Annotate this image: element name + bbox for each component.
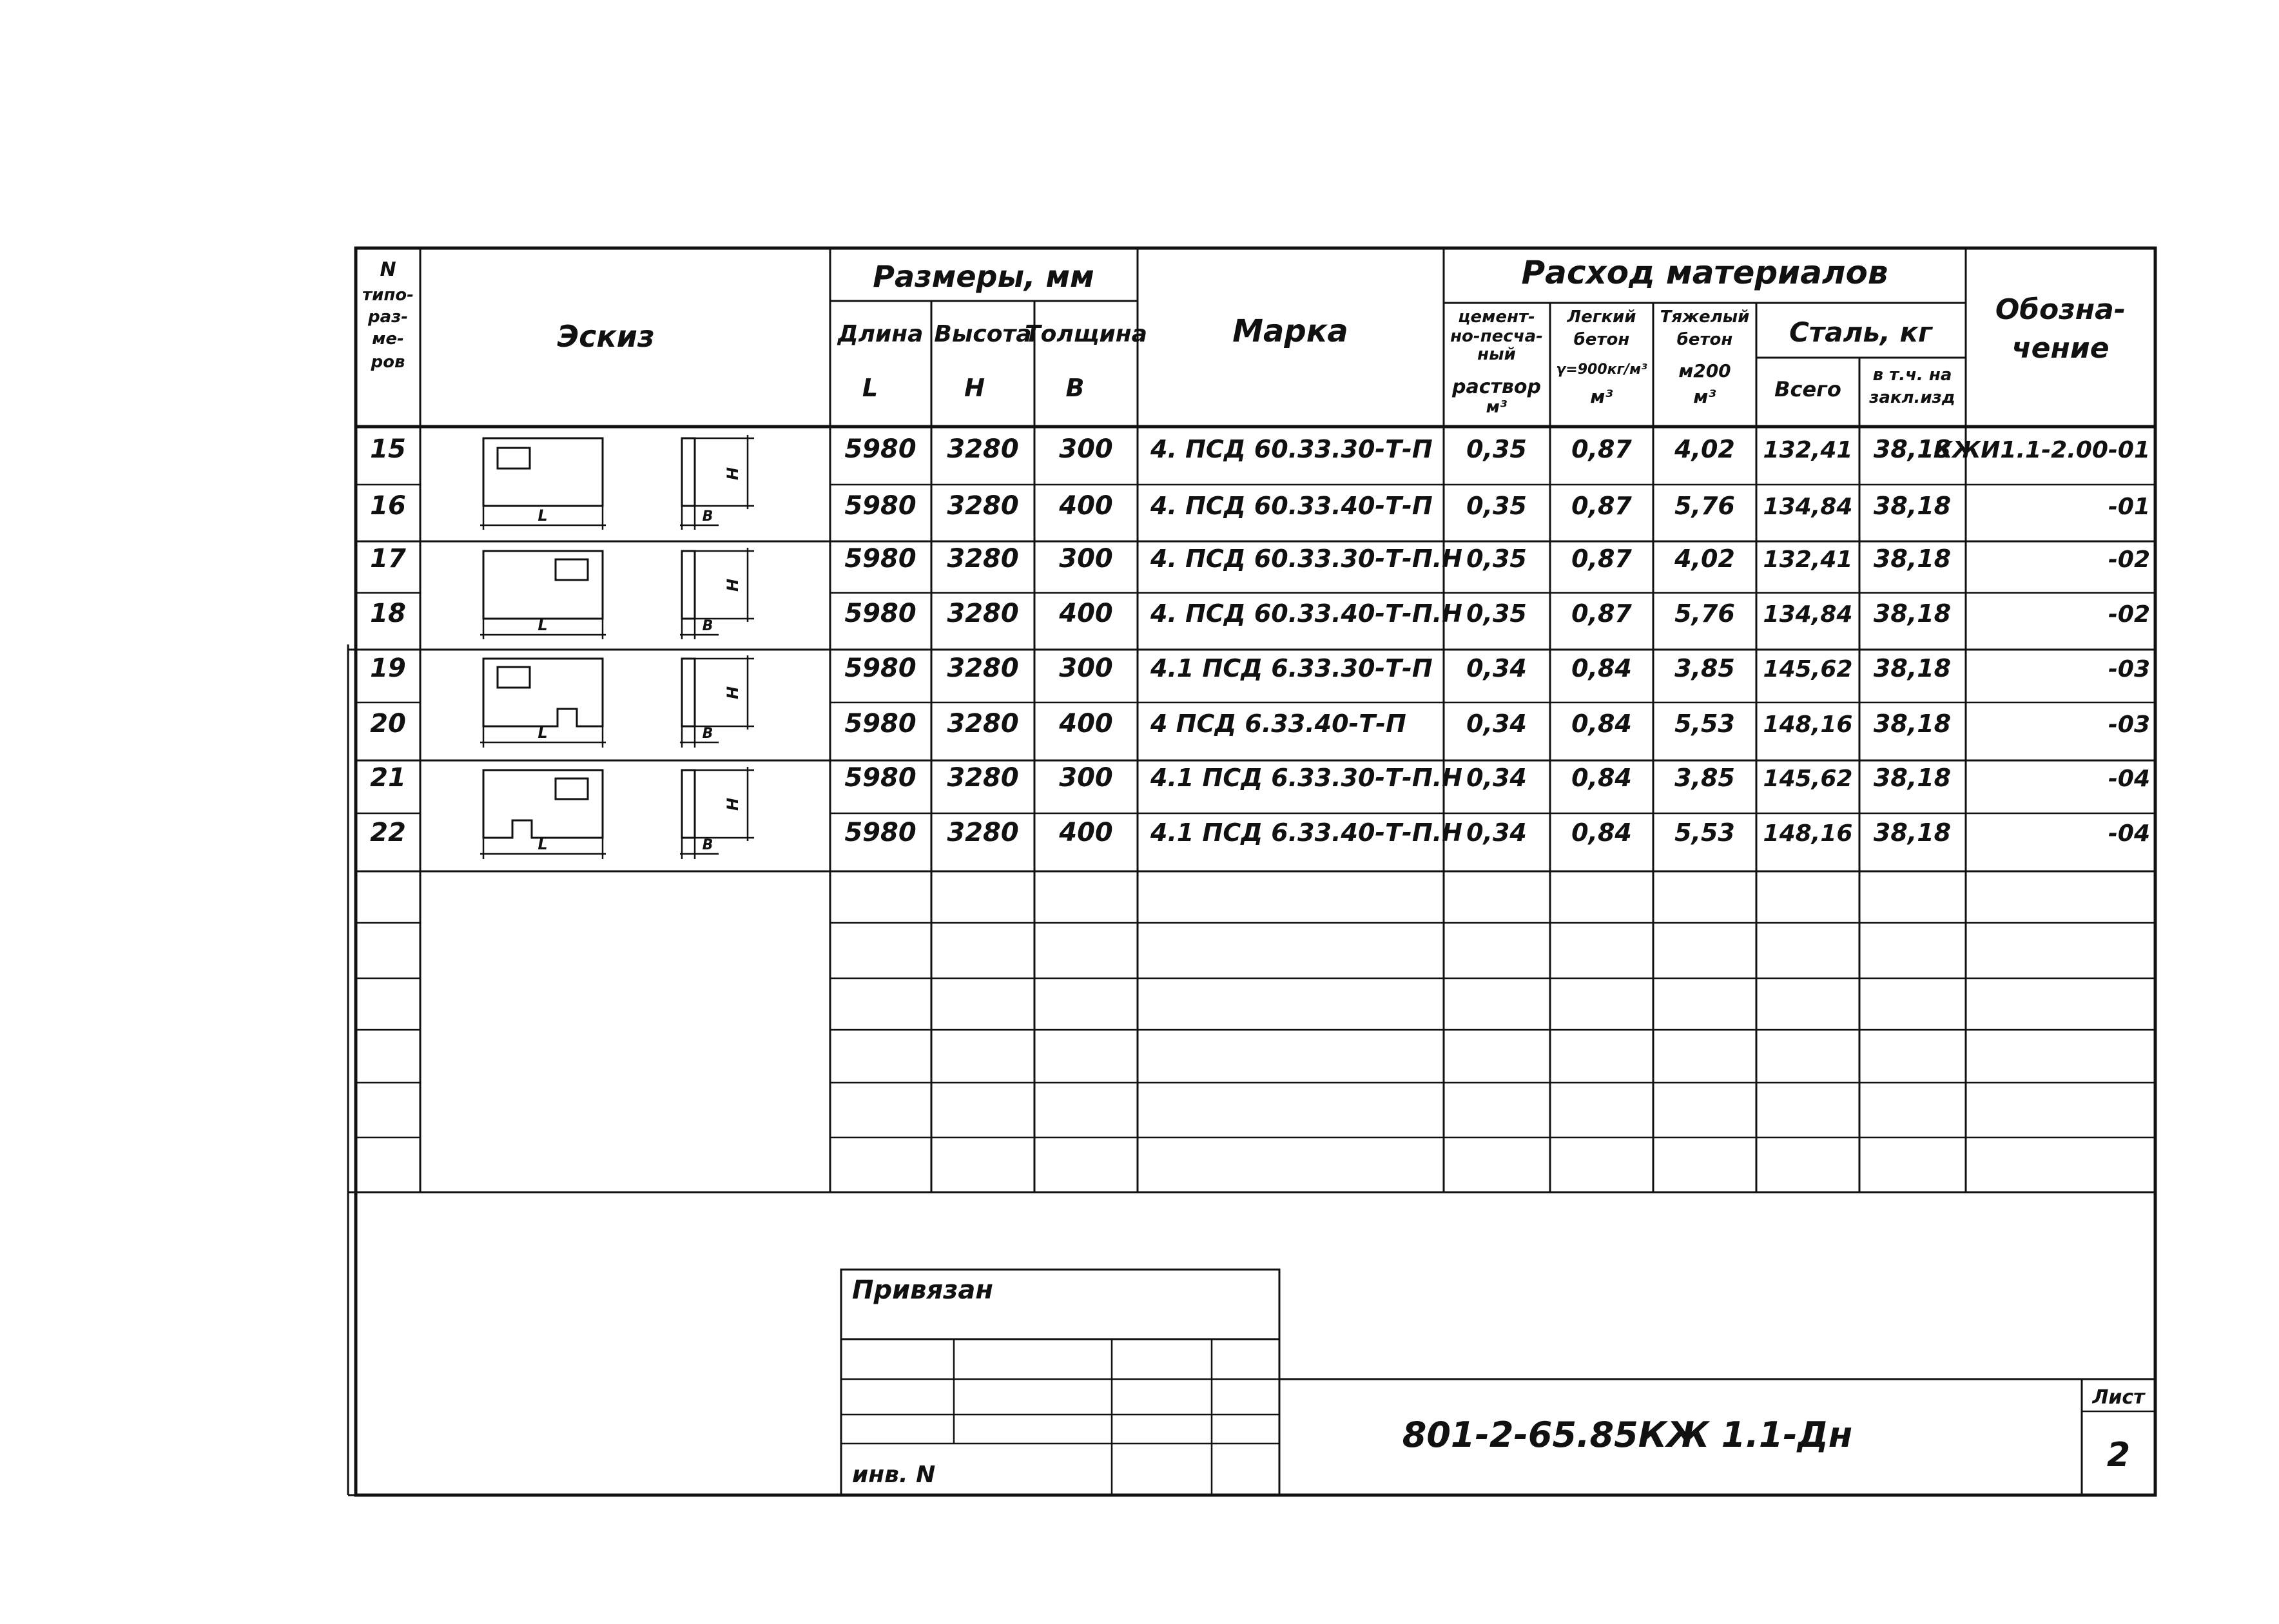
row-steel-embedded: 38,18 [1873, 818, 1952, 847]
title-block-text [852, 1275, 2146, 1488]
header-cement-3: ный [1477, 345, 1516, 364]
header-cement-4: раствор [1452, 376, 1541, 398]
header-designation-2: чение [2012, 332, 2109, 365]
row-steel-embedded: 38,18 [1873, 710, 1952, 738]
row-mark: 4. ПСД 60.33.40-Т-П [1150, 492, 1433, 520]
row-length: 5980 [844, 599, 916, 628]
row-heavy-concrete: 5,76 [1674, 599, 1735, 628]
sketch-label-L: L [538, 724, 548, 742]
row-designation: КЖИ1.1-2.00-01 [1933, 437, 2150, 463]
row-designation: -01 [2108, 494, 2150, 520]
table-body [370, 434, 2150, 847]
header-cement-2: но-песча- [1450, 327, 1543, 346]
row-number: 20 [370, 709, 406, 739]
row-light-concrete: 0,84 [1571, 818, 1632, 847]
row-length: 5980 [844, 544, 916, 574]
row-steel-embedded: 38,18 [1873, 545, 1952, 573]
row-heavy-concrete: 5,53 [1674, 710, 1735, 738]
row-light-concrete: 0,84 [1571, 710, 1632, 738]
header-total: Всего [1774, 377, 1841, 401]
header-light-2: бетон [1573, 330, 1630, 349]
table-row [370, 434, 2150, 464]
row-steel-total: 145,62 [1763, 656, 1853, 682]
row-light-concrete: 0,84 [1571, 764, 1632, 792]
row-number: 22 [370, 818, 406, 847]
row-thickness: 400 [1059, 818, 1113, 847]
row-height: 3280 [947, 709, 1019, 739]
row-steel-embedded: 38,18 [1873, 764, 1952, 792]
sketch-21-22 [480, 767, 754, 859]
row-cement: 0,35 [1466, 545, 1527, 573]
header-designation-1: Обозна- [1995, 293, 2126, 326]
row-mark: 4.1 ПСД 6.33.40-Т-П.Н [1150, 818, 1462, 847]
row-height: 3280 [947, 653, 1019, 683]
header-incl-1: в т.ч. на [1872, 365, 1952, 385]
row-designation: -02 [2108, 546, 2150, 573]
header-heavy-1: Тяжелый [1660, 307, 1750, 327]
row-number: 17 [370, 544, 406, 574]
row-cement: 0,34 [1466, 818, 1527, 847]
header-n-sub-2: раз- [367, 307, 409, 327]
document-code: 801-2-65.85КЖ 1.1-Дн [1402, 1415, 1853, 1455]
sketch-label-L: L [538, 835, 548, 853]
row-thickness: 400 [1059, 599, 1113, 628]
privyazan-label: Привязан [852, 1275, 994, 1305]
table-row [370, 709, 2150, 739]
row-number: 18 [370, 599, 406, 628]
header-cement-5: м³ [1486, 398, 1508, 417]
sheet-label: Лист [2092, 1386, 2145, 1409]
row-mark: 4.1 ПСД 6.33.30-Т-П.Н [1150, 764, 1462, 792]
row-height: 3280 [947, 599, 1019, 628]
row-steel-embedded: 38,18 [1873, 435, 1952, 463]
header-light-1: Легкий [1567, 307, 1636, 327]
row-thickness: 300 [1059, 763, 1113, 793]
header-n: N [380, 258, 396, 281]
row-thickness: 300 [1059, 544, 1113, 574]
header-length: Длина [837, 321, 924, 347]
row-steel-embedded: 38,18 [1873, 492, 1952, 520]
header-light-4: м³ [1590, 386, 1613, 407]
header-length-sym: L [862, 374, 878, 402]
row-number: 15 [370, 434, 406, 464]
row-length: 5980 [844, 434, 916, 464]
header-consumption: Расход материалов [1521, 254, 1888, 291]
row-length: 5980 [844, 763, 916, 793]
row-heavy-concrete: 5,76 [1674, 492, 1735, 520]
header-incl-2: закл.изд [1869, 388, 1955, 407]
title-block [841, 1270, 2155, 1495]
header-n-sub-4: ров [371, 353, 405, 372]
row-height: 3280 [947, 818, 1019, 847]
sketch-label-H: H [724, 797, 742, 811]
header-steel: Сталь, кг [1789, 316, 1932, 348]
row-length: 5980 [844, 818, 916, 847]
sketch-label-B: B [702, 618, 713, 634]
sketch-label-H: H [724, 578, 742, 592]
row-designation: -02 [2108, 601, 2150, 628]
row-length: 5980 [844, 653, 916, 683]
row-length: 5980 [844, 709, 916, 739]
header-sketch: Эскиз [557, 319, 655, 354]
row-light-concrete: 0,87 [1571, 435, 1632, 463]
row-number: 19 [370, 653, 406, 683]
row-designation: -03 [2108, 656, 2150, 682]
row-light-concrete: 0,87 [1571, 492, 1632, 520]
row-thickness: 400 [1059, 491, 1113, 521]
row-height: 3280 [947, 763, 1019, 793]
row-light-concrete: 0,84 [1571, 654, 1632, 682]
header-sizes: Размеры, мм [873, 259, 1094, 294]
row-heavy-concrete: 3,85 [1674, 654, 1735, 682]
header-mark: Марка [1232, 313, 1348, 349]
row-steel-total: 148,16 [1763, 820, 1853, 847]
row-steel-total: 148,16 [1763, 711, 1853, 738]
row-mark: 4. ПСД 60.33.40-Т-П.Н [1150, 599, 1462, 628]
sheet-number: 2 [2106, 1436, 2131, 1474]
table-row [370, 653, 2150, 683]
table-row [370, 599, 2150, 628]
header-height: Высота [934, 321, 1032, 347]
row-heavy-concrete: 3,85 [1674, 764, 1735, 792]
row-heavy-concrete: 4,02 [1674, 435, 1735, 463]
row-cement: 0,35 [1466, 599, 1527, 628]
sketch-label-L: L [538, 616, 548, 634]
row-number: 16 [370, 491, 406, 521]
row-steel-total: 134,84 [1763, 601, 1853, 628]
sketch-15-16 [480, 435, 754, 530]
row-number: 21 [370, 763, 406, 793]
row-thickness: 400 [1059, 709, 1113, 739]
table-row [370, 763, 2150, 793]
header-n-sub-3: ме- [372, 329, 404, 349]
sketch-label-B: B [702, 726, 713, 742]
row-heavy-concrete: 5,53 [1674, 818, 1735, 847]
row-designation: -04 [2108, 766, 2150, 792]
row-steel-embedded: 38,18 [1873, 654, 1952, 682]
header-height-sym: H [964, 374, 985, 402]
row-thickness: 300 [1059, 653, 1113, 683]
header-thickness-sym: B [1065, 374, 1085, 402]
sketch-label-L: L [538, 507, 548, 525]
inv-label: инв. N [852, 1462, 936, 1488]
row-heavy-concrete: 4,02 [1674, 545, 1735, 573]
row-height: 3280 [947, 434, 1019, 464]
row-thickness: 300 [1059, 434, 1113, 464]
header-n-sub-1: типо- [362, 285, 414, 305]
row-designation: -04 [2108, 820, 2150, 847]
sketch-label-B: B [702, 508, 713, 525]
sketch-label-H: H [724, 686, 742, 700]
header-heavy-2: бетон [1676, 330, 1733, 349]
row-designation: -03 [2108, 711, 2150, 738]
row-steel-total: 132,41 [1763, 546, 1853, 573]
row-mark: 4. ПСД 60.33.30-Т-П.Н [1150, 545, 1462, 573]
row-cement: 0,35 [1466, 435, 1527, 463]
row-steel-total: 145,62 [1763, 766, 1853, 792]
row-mark: 4. ПСД 60.33.30-Т-П [1150, 435, 1433, 463]
row-mark: 4.1 ПСД 6.33.30-Т-П [1150, 654, 1433, 682]
row-mark: 4 ПСД 6.33.40-Т-П [1150, 710, 1406, 738]
row-steel-embedded: 38,18 [1873, 599, 1952, 628]
table-row [370, 818, 2150, 847]
header-heavy-3: м200 [1678, 360, 1731, 382]
table-header [362, 254, 2126, 417]
row-height: 3280 [947, 491, 1019, 521]
header-light-3: γ=900кг/м³ [1556, 362, 1647, 378]
table-row [370, 491, 2150, 521]
sketch-17-18 [480, 548, 754, 639]
sketch-label-B: B [702, 837, 713, 853]
row-cement: 0,34 [1466, 710, 1527, 738]
header-thickness: Толщина [1025, 321, 1147, 347]
row-cement: 0,34 [1466, 764, 1527, 792]
row-steel-total: 132,41 [1763, 437, 1853, 463]
sketch-19-20 [480, 655, 754, 748]
row-steel-total: 134,84 [1763, 494, 1853, 520]
row-cement: 0,34 [1466, 654, 1527, 682]
row-light-concrete: 0,87 [1571, 545, 1632, 573]
table-row [370, 544, 2150, 574]
header-cement-1: цемент- [1458, 307, 1535, 327]
header-heavy-4: м³ [1693, 386, 1716, 407]
row-light-concrete: 0,87 [1571, 599, 1632, 628]
row-height: 3280 [947, 544, 1019, 574]
row-length: 5980 [844, 491, 916, 521]
row-cement: 0,35 [1466, 492, 1527, 520]
sketch-label-H: H [724, 467, 742, 481]
